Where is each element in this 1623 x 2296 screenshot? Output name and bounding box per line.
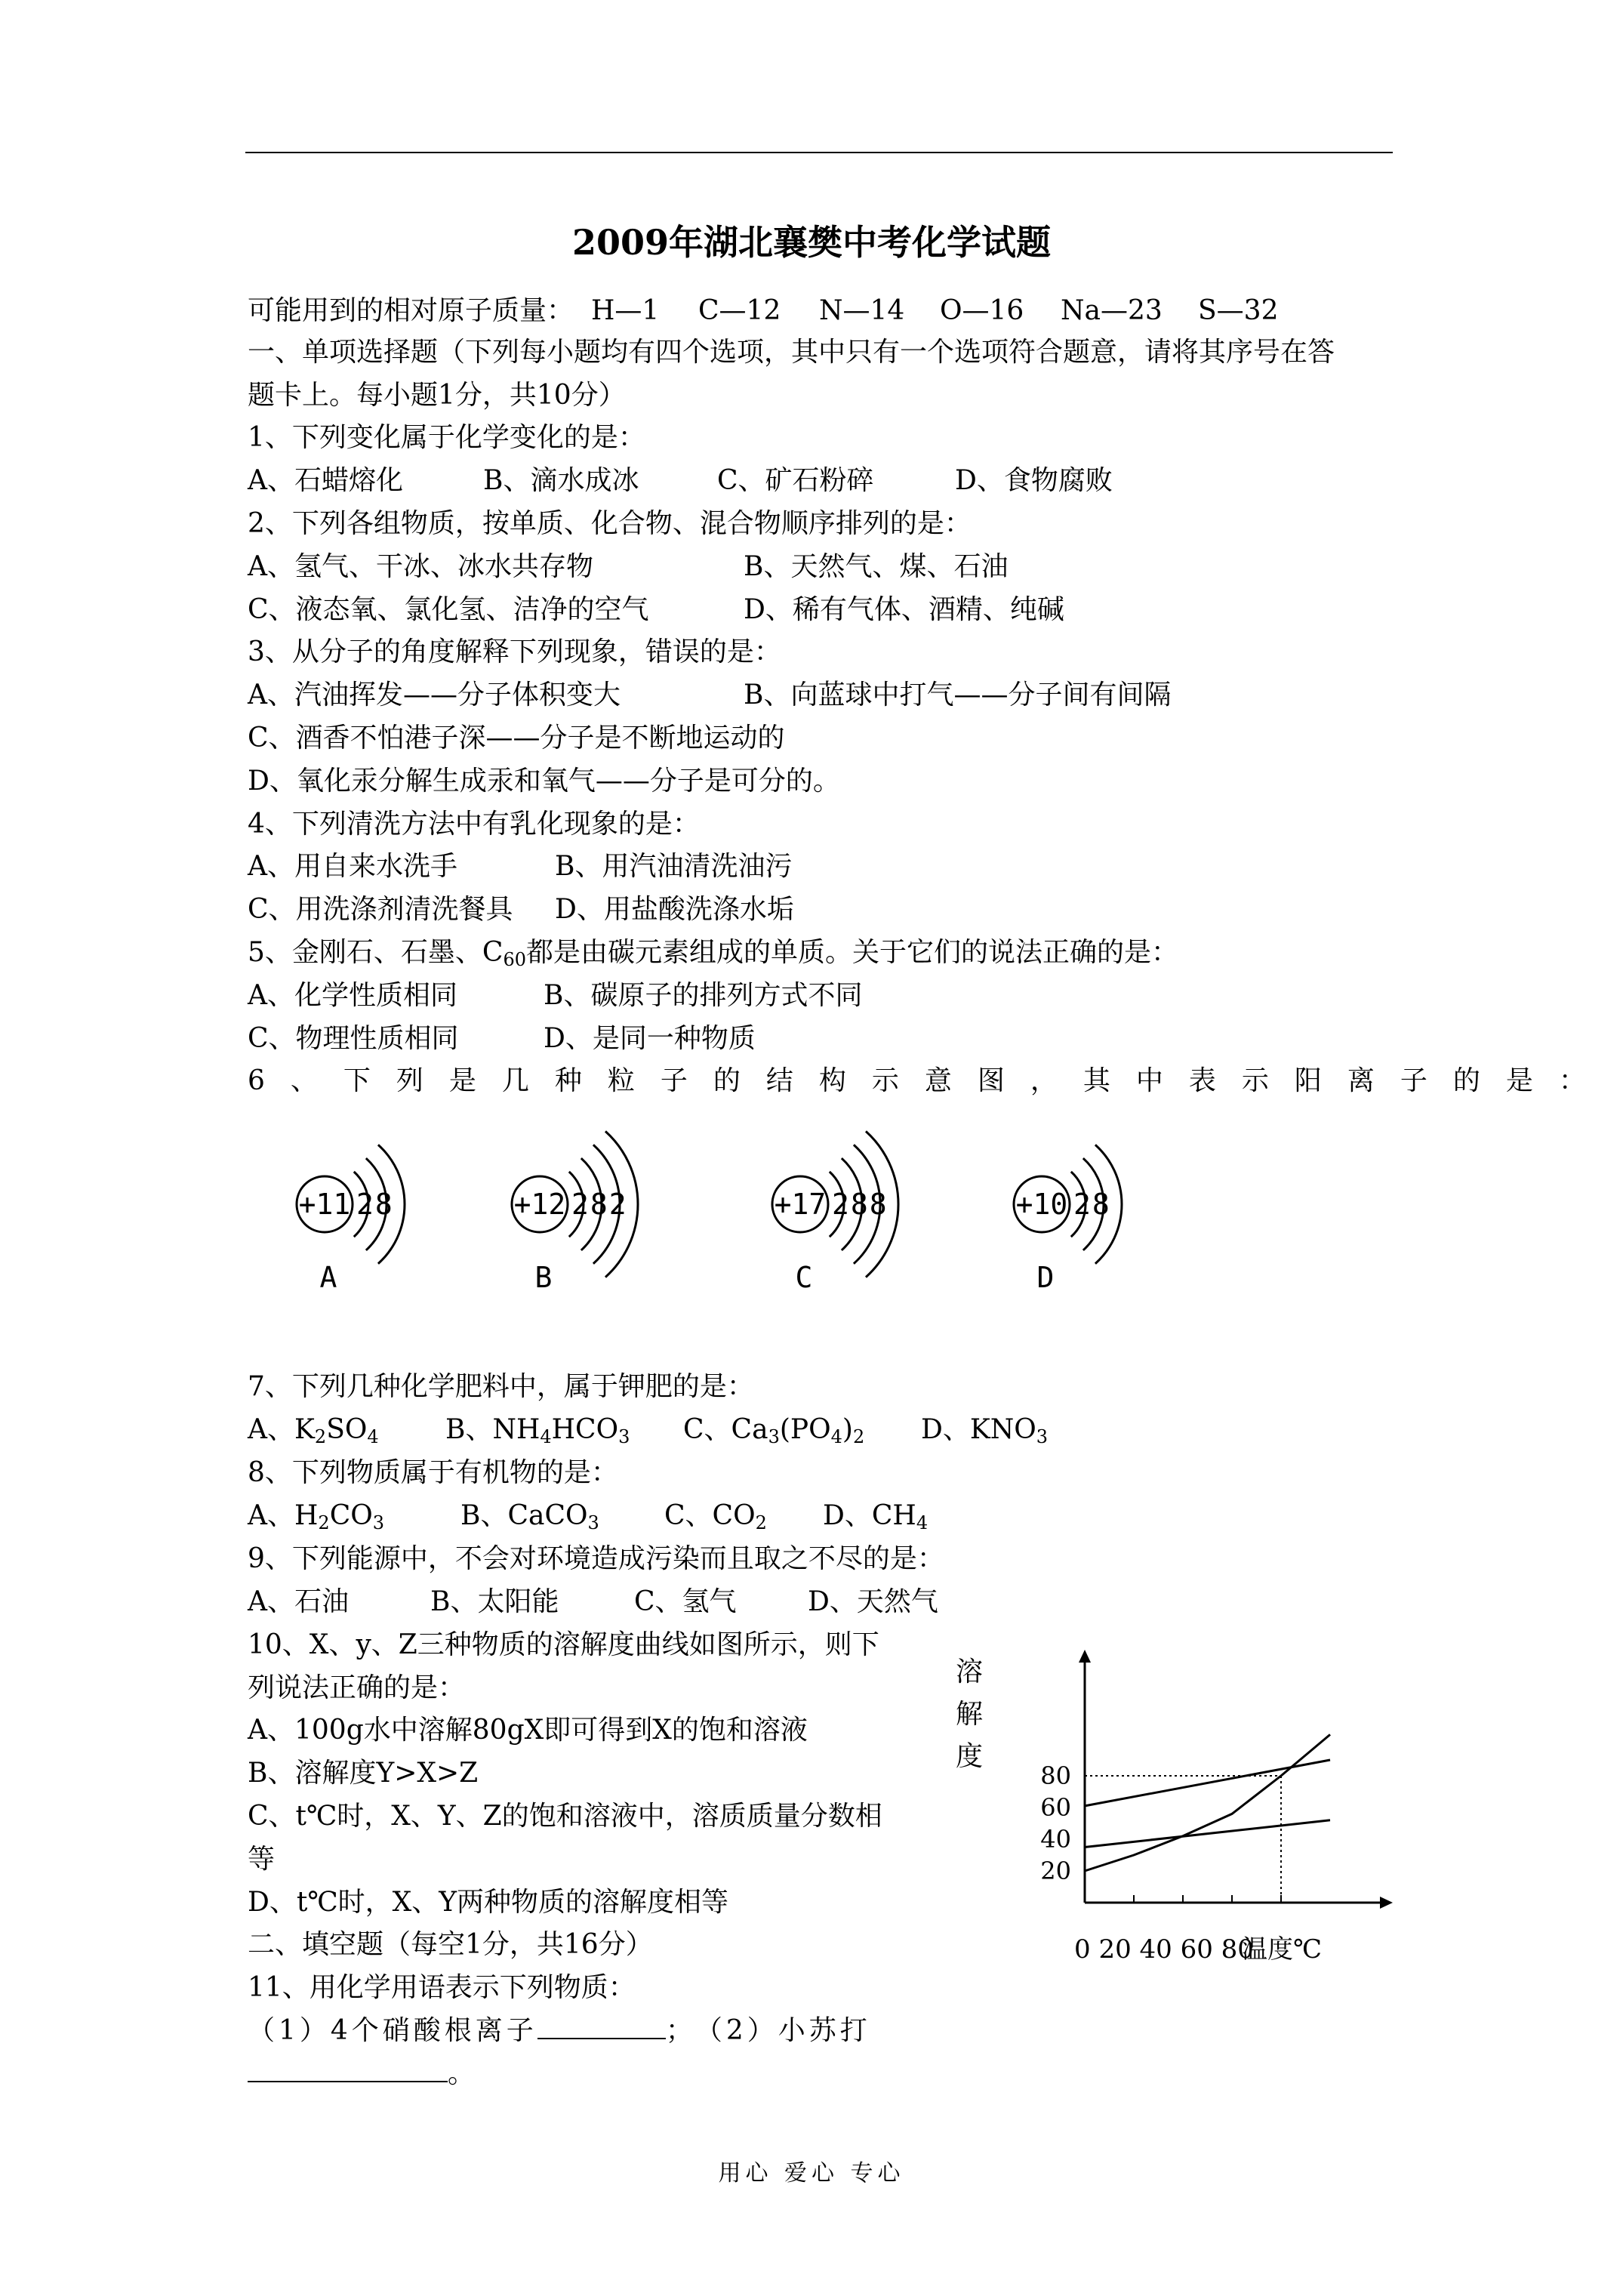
q9-option-d: D、天然气 bbox=[808, 1586, 938, 1617]
q10-option-c-cont: 等 bbox=[248, 1844, 276, 1875]
q2-option-a: A、氢气、干冰、冰水共存物 bbox=[248, 551, 593, 582]
nucleus-charge: +10 bbox=[1015, 1188, 1068, 1221]
q3-stem: 3、从分子的角度解释下列现象，错误的是： bbox=[248, 636, 781, 667]
y-tick-label: 80 bbox=[1040, 1761, 1071, 1790]
electron-counts: 288 bbox=[832, 1188, 888, 1221]
q7-option-b: B、$NH_4HCO_3$ bbox=[445, 1414, 630, 1447]
electron-counts: 28 bbox=[1073, 1188, 1111, 1221]
q1-stem: 1、下列变化属于化学变化的是： bbox=[248, 422, 645, 453]
q5-option-d: D、是同一种物质 bbox=[544, 1023, 756, 1054]
y-tick-label: 60 bbox=[1040, 1793, 1071, 1822]
q2-stem: 2、下列各组物质，按单质、化合物、混合物顺序排列的是： bbox=[248, 508, 972, 539]
q7-option-c: C、$Ca_3(PO_4)_2$ bbox=[683, 1414, 865, 1447]
atom-structure-diagrams bbox=[264, 1110, 1170, 1314]
q2-option-b: B、天然气、煤、石油 bbox=[744, 551, 1009, 582]
q8-stem: 8、下列物质属于有机物的是： bbox=[248, 1457, 618, 1488]
q8-option-a: A、$H_2CO_3$ bbox=[248, 1500, 385, 1533]
q8-option-b: B、CaCO$_3$ bbox=[460, 1500, 599, 1533]
q8-option-d: D、$CH_4$ bbox=[823, 1500, 929, 1533]
atom-label: A bbox=[319, 1261, 337, 1294]
section1-instructions: 一、单项选择题（下列每小题均有四个选项，其中只有一个选项符合题意，请将其序号在答 bbox=[248, 337, 1335, 368]
q11-part1-label: （1）4个硝酸根离子 bbox=[248, 2015, 537, 2046]
q7-option-a: A、$K_2SO_4$ bbox=[248, 1414, 379, 1447]
q9-stem: 9、下列能源中，不会对环境造成污染而且取之不尽的是： bbox=[248, 1543, 944, 1574]
q8-option-c: C、$CO_2$ bbox=[664, 1500, 767, 1533]
q10-option-c: C、t℃时，X、Y、Z的饱和溶液中，溶质质量分数相 bbox=[248, 1801, 882, 1832]
y-axis-arrow bbox=[1079, 1650, 1091, 1663]
q11-line1: （1）4个硝酸根离子 ； （2）小苏打 bbox=[248, 2015, 871, 2046]
q4-option-a: A、用自来水洗手 bbox=[248, 851, 457, 882]
mass-o: O—16 bbox=[940, 295, 1024, 326]
chart-x-axis-label: 温度℃ bbox=[1242, 1934, 1323, 1965]
q5-stem: 5、金刚石、石墨、$C_{60}$都是由碳元素组成的单质。关于它们的说法正确的是： bbox=[248, 937, 1179, 970]
atomic-mass-line bbox=[248, 294, 574, 328]
q3-option-a: A、汽油挥发——分子体积变大 bbox=[248, 680, 621, 710]
y-tick-label: 20 bbox=[1040, 1857, 1071, 1885]
mass-na: Na—23 bbox=[1061, 295, 1163, 326]
chart-x-tick-labels: 0 20 40 60 80 bbox=[1074, 1934, 1254, 1965]
section1-instructions-cont: 题卡上。每小题1分，共10分） bbox=[248, 380, 626, 411]
header-rule bbox=[245, 152, 1393, 153]
q1-option-d: D、食物腐败 bbox=[955, 465, 1113, 496]
q11-line2: 。 bbox=[248, 2057, 475, 2091]
q5-option-c: C、物理性质相同 bbox=[248, 1023, 459, 1054]
q4-option-c: C、用洗涤剂清洗餐具 bbox=[248, 894, 513, 925]
solubility-chart bbox=[951, 1646, 1404, 1978]
atomic-mass-label: 可能用到的相对原子质量： bbox=[248, 295, 574, 326]
electron-counts: 282 bbox=[571, 1188, 628, 1221]
atom-diagram-d bbox=[1014, 1145, 1122, 1294]
q3-option-d: D、氧化汞分解生成汞和氧气——分子是可分的。 bbox=[248, 766, 840, 797]
q11-answer-blank-1[interactable] bbox=[537, 2015, 666, 2039]
q10-option-a: A、100g水中溶解80gX即可得到X的饱和溶液 bbox=[248, 1715, 808, 1746]
q6-stem: 6、下列是几种粒子的结构示意图，其中表示阳离子的是： bbox=[248, 1065, 1612, 1096]
q2-option-c: C、液态氧、氯化氢、洁净的空气 bbox=[248, 594, 649, 625]
q5-option-a: A、化学性质相同 bbox=[248, 980, 457, 1011]
q7-option-d: D、$KNO_3$ bbox=[921, 1414, 1049, 1447]
q5-option-b: B、碳原子的排列方式不同 bbox=[544, 980, 863, 1011]
q3-option-c: C、酒香不怕港子深——分子是不断地运动的 bbox=[248, 723, 785, 754]
q9-option-b: B、太阳能 bbox=[430, 1586, 559, 1617]
y-axis-label-char: 溶 bbox=[956, 1657, 984, 1687]
q1-option-c: C、矿石粉碎 bbox=[717, 465, 874, 496]
nucleus-charge: +11 bbox=[298, 1188, 351, 1221]
q10-option-d: D、t℃时，X、Y两种物质的溶解度相等 bbox=[248, 1887, 728, 1918]
mass-s: S—32 bbox=[1198, 295, 1279, 326]
q7-stem: 7、下列几种化学肥料中，属于钾肥的是： bbox=[248, 1371, 754, 1402]
q11-part2-label: （2）小苏打 bbox=[708, 2015, 871, 2046]
nucleus-charge: +12 bbox=[513, 1188, 566, 1221]
solubility-curve-2 bbox=[1085, 1760, 1330, 1806]
mass-n: N—14 bbox=[819, 295, 905, 326]
q10-stem-cont: 列说法正确的是： bbox=[248, 1672, 466, 1703]
mass-c: C—12 bbox=[698, 295, 781, 326]
atom-label: C bbox=[795, 1261, 813, 1294]
q9-option-a: A、石油 bbox=[248, 1586, 349, 1617]
q1-option-a: A、石蜡熔化 bbox=[248, 465, 403, 496]
q2-option-d: D、稀有气体、酒精、纯碱 bbox=[744, 594, 1064, 625]
atom-diagram-a bbox=[297, 1145, 405, 1294]
y-axis-label-char: 解 bbox=[956, 1699, 984, 1730]
q9-option-c: C、氢气 bbox=[634, 1586, 737, 1617]
q1-option-b: B、滴水成冰 bbox=[483, 465, 639, 496]
page-title: 2009年湖北襄樊中考化学试题 bbox=[571, 222, 1052, 263]
q4-stem: 4、下列清洗方法中有乳化现象的是： bbox=[248, 809, 700, 840]
q10-stem: 10、X、y、Z三种物质的溶解度曲线如图所示，则下 bbox=[248, 1629, 879, 1660]
q10-option-b: B、溶解度Y>X>Z bbox=[248, 1758, 479, 1789]
q11-stem: 11、用化学用语表示下列物质： bbox=[248, 1972, 636, 2003]
atom-diagram-c bbox=[772, 1131, 898, 1294]
q3-option-b: B、向蓝球中打气——分子间有间隔 bbox=[744, 680, 1172, 710]
y-axis-label-char: 度 bbox=[956, 1741, 984, 1772]
page-footer: 用心 爱心 专心 bbox=[718, 2160, 905, 2187]
q11-answer-blank-2[interactable] bbox=[248, 2058, 448, 2082]
nucleus-charge: +17 bbox=[774, 1188, 827, 1221]
q4-option-b: B、用汽油清洗油污 bbox=[555, 851, 793, 882]
section2-heading: 二、填空题（每空1分，共16分） bbox=[248, 1929, 653, 1960]
q4-option-d: D、用盐酸洗涤水垢 bbox=[555, 894, 794, 925]
atom-label: D bbox=[1036, 1261, 1055, 1294]
electron-counts: 28 bbox=[356, 1188, 394, 1221]
y-tick-label: 40 bbox=[1040, 1825, 1071, 1854]
solubility-curve-1 bbox=[1085, 1734, 1330, 1871]
x-axis-arrow bbox=[1380, 1897, 1393, 1909]
atom-diagram-b bbox=[512, 1131, 638, 1294]
atom-label: B bbox=[534, 1261, 553, 1294]
mass-h: H—1 bbox=[591, 295, 660, 326]
